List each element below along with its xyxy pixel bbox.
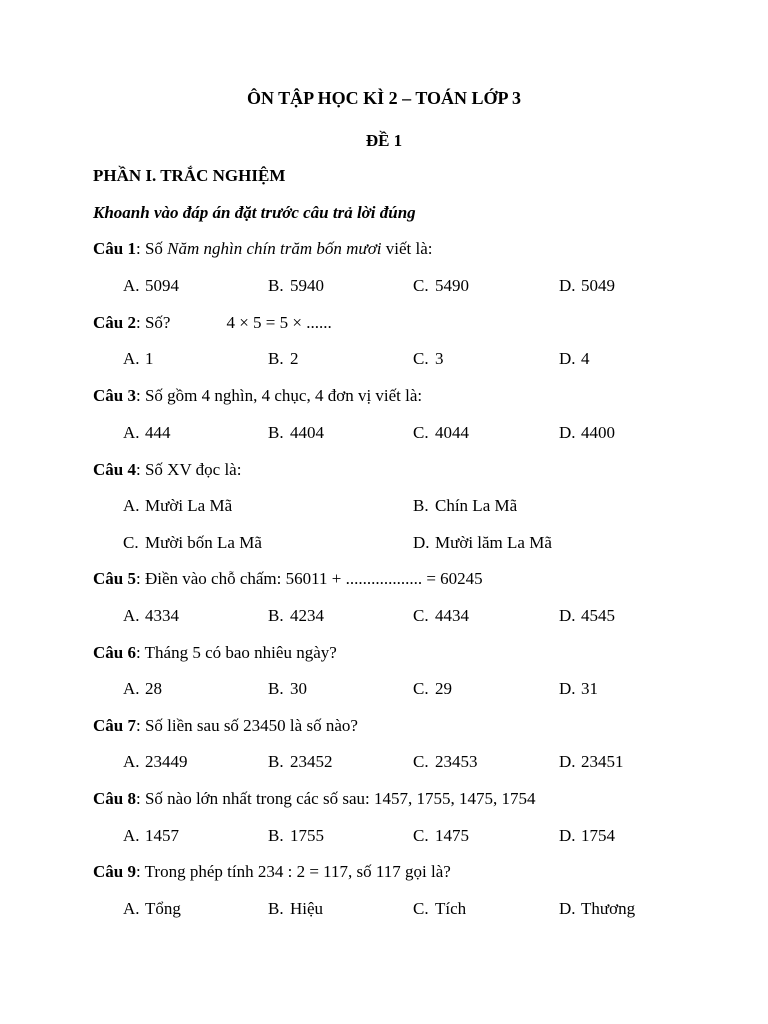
question-text: : Số? (135, 313, 171, 332)
options-row (0, 752, 768, 774)
option-c[interactable]: C. 4044 (413, 423, 469, 442)
option-c[interactable]: C. Tích (413, 899, 467, 918)
options-row (0, 496, 768, 518)
option-b[interactable]: B. 5940 (268, 276, 324, 295)
question-label: Câu 5 (93, 569, 136, 588)
option-a[interactable]: A. 1 (123, 349, 154, 368)
question-text: : Tháng 5 có bao nhiêu ngày? (135, 643, 337, 662)
option-d[interactable]: D. 4545 (559, 606, 615, 625)
question-text: : Số XV đọc là: (135, 460, 242, 479)
question-label: Câu 4 (93, 460, 136, 479)
question-label: Câu 7 (93, 716, 136, 735)
question-label: Câu 1 (93, 239, 136, 258)
option-d[interactable]: D. 5049 (559, 276, 615, 295)
options-row (0, 349, 768, 371)
section-instruction: Khoanh vào đáp án đặt trước câu trả lời đúng (93, 203, 416, 222)
question-2 (93, 313, 332, 333)
question-5 (93, 569, 483, 589)
question-3 (93, 386, 422, 406)
options-row (0, 679, 768, 701)
option-a[interactable]: A. 23449 (123, 752, 188, 771)
question-label: Câu 8 (93, 789, 136, 808)
question-4 (93, 460, 241, 480)
option-b[interactable]: B. 1755 (268, 826, 324, 845)
option-c[interactable]: C. 4434 (413, 606, 469, 625)
question-1 (93, 239, 432, 259)
question-text: : Số nào lớn nhất trong các số sau: 1457, 1755, 1475, 1754 (135, 789, 536, 808)
option-a[interactable]: A. 4334 (123, 606, 179, 625)
options-row (0, 899, 768, 921)
option-a[interactable]: A. 1457 (123, 826, 179, 845)
option-b[interactable]: B. 4234 (268, 606, 324, 625)
question-text: : Số liền sau số 23450 là số nào? (135, 716, 358, 735)
option-d[interactable]: D. Mười lăm La Mã (413, 533, 552, 552)
option-c[interactable]: C. Mười bốn La Mã (123, 533, 262, 552)
options-row (0, 423, 768, 445)
options-row (0, 276, 768, 298)
options-row (0, 533, 768, 555)
option-b[interactable]: B. 4404 (268, 423, 324, 442)
option-c[interactable]: C. 5490 (413, 276, 469, 295)
option-a[interactable]: A. 444 (123, 423, 171, 442)
options-row (0, 606, 768, 628)
option-d[interactable]: D. 23451 (559, 752, 624, 771)
option-c[interactable]: C. 3 (413, 349, 444, 368)
question-label: Câu 2 (93, 313, 136, 332)
section-heading: PHẦN I. TRẮC NGHIỆM (93, 166, 286, 185)
question-text: viết là: (381, 239, 433, 258)
question-9 (93, 862, 451, 882)
question-label: Câu 9 (93, 862, 136, 881)
page-title: ÔN TẬP HỌC KÌ 2 – TOÁN LỚP 3 (246, 88, 522, 108)
option-d[interactable]: D. Thương (559, 899, 636, 918)
question-text: : Số gồm 4 nghìn, 4 chục, 4 đơn vị viết là: (135, 386, 423, 405)
option-a[interactable]: A. 5094 (123, 276, 179, 295)
option-a[interactable]: A. Mười La Mã (123, 496, 233, 515)
question-text: : Điền vào chỗ chấm: 56011 + .................. = 60245 (135, 569, 483, 588)
question-6 (93, 643, 337, 663)
options-row (0, 826, 768, 848)
option-a[interactable]: A. Tổng (123, 899, 181, 918)
option-d[interactable]: D. 4 (559, 349, 590, 368)
question-expression: 4 × 5 = 5 × ...... (226, 313, 332, 332)
option-b[interactable]: B. Hiệu (268, 899, 324, 918)
exam-number: ĐỀ 1 (365, 131, 403, 150)
option-d[interactable]: D. 31 (559, 679, 598, 698)
question-text-italic: Năm nghìn chín trăm bốn mươi (167, 239, 382, 258)
question-text: : Trong phép tính 234 : 2 = 117, số 117 gọi là? (135, 862, 451, 881)
question-7 (93, 716, 358, 736)
option-a[interactable]: A. 28 (123, 679, 162, 698)
option-c[interactable]: C. 1475 (413, 826, 469, 845)
question-label: Câu 6 (93, 643, 136, 662)
option-c[interactable]: C. 29 (413, 679, 452, 698)
option-b[interactable]: B. 23452 (268, 752, 333, 771)
option-b[interactable]: B. 2 (268, 349, 299, 368)
question-text: : Số (135, 239, 168, 258)
option-b[interactable]: B. Chín La Mã (413, 496, 518, 515)
option-b[interactable]: B. 30 (268, 679, 307, 698)
option-c[interactable]: C. 23453 (413, 752, 478, 771)
option-d[interactable]: D. 1754 (559, 826, 615, 845)
option-d[interactable]: D. 4400 (559, 423, 615, 442)
question-8 (93, 789, 535, 809)
question-label: Câu 3 (93, 386, 136, 405)
